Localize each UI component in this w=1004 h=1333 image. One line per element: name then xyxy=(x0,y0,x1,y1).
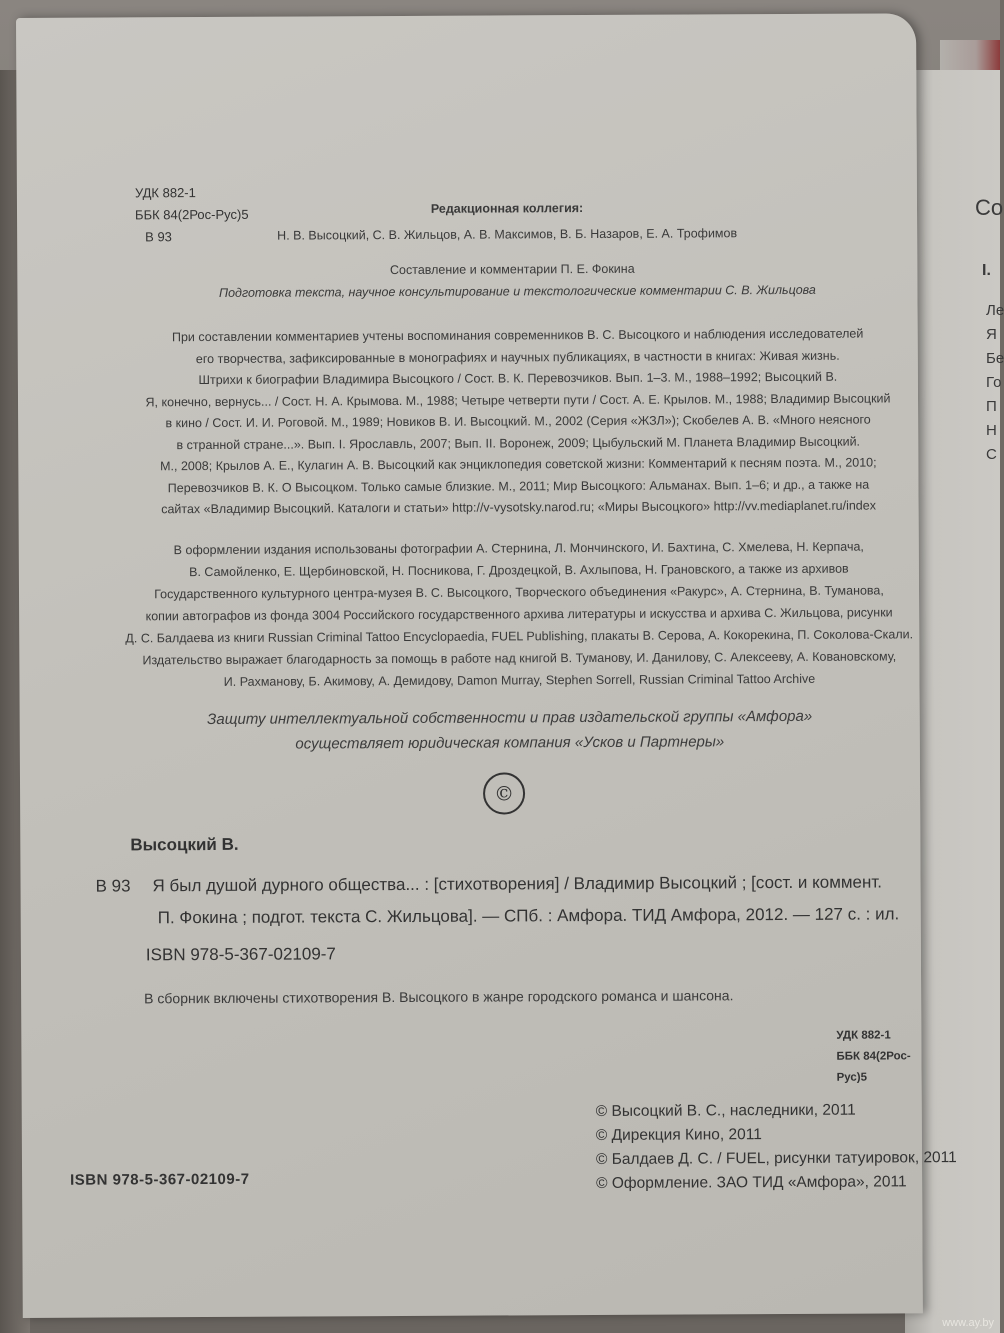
next-page-line: Го xyxy=(986,374,1002,391)
author-name: Высоцкий В. xyxy=(130,834,239,855)
copyright-line: © Оформление. ЗАО ТИД «Амфора», 2011 xyxy=(596,1173,907,1192)
watermark: www.ay.by xyxy=(942,1317,994,1329)
sources-line: М., 2008; Крылов А. Е., Кулагин А. В. Высоцкий как энциклопедия советской жизни: Комментарий к песням поэта. М., 2010; xyxy=(160,455,877,474)
next-page-line: П xyxy=(986,398,997,415)
compilation-credit: Составление и комментарии П. Е. Фокина xyxy=(389,261,635,278)
preparation-credit: Подготовка текста, научное консультирование и текстологические комментарии С. В. Жильцова xyxy=(218,282,816,300)
legal-notice-line: осуществляет юридическая компания «Усков и Партнеры» xyxy=(295,733,725,753)
copyright-logo-icon: © xyxy=(483,772,525,814)
sources-line: в странной стране...». Вып. I. Ярославль, 2007; Вып. II. Воронеж, 2009; Цыбульский М. Планета Владимир Высоцкий. xyxy=(176,434,861,452)
record-line: Я был душой дурного общества... : [стихотворения] / Владимир Высоцкий ; [сост. и коммент. xyxy=(152,872,883,896)
sources-paragraph xyxy=(128,323,909,521)
book-page xyxy=(16,13,957,1318)
sources-line: Я, конечно, вернусь... / Сост. Н. А. Крымова. М., 1988; Четыре четверти пути / Сост. А. Е. Крылов. М., 1988; Владимир Высоцкий xyxy=(145,390,891,409)
isbn-footer: ISBN 978-5-367-02109-7 xyxy=(70,1170,250,1189)
photos-line: Государственного культурного центра-музея В. С. Высоцкого, Творческого объединения «Ракурс», А. Стернина, В. Туманова, xyxy=(154,583,884,602)
classification-codes xyxy=(135,182,249,249)
sources-line: Штрихи к биографии Владимира Высоцкого / Сост. В. К. Перевозчиков. Вып. 1–3. М., 1988–1992; Высоцкий В. xyxy=(198,369,838,388)
sources-line: в кино / Сост. И. И. Роговой. М., 1989; Новиков В. И. Высоцкий. М., 2002 (Серия «ЖЗЛ»); Скобелев А. В. «Много неясного xyxy=(165,412,871,431)
bbk-code: ББК 84(2Рос-Рус)5 xyxy=(134,206,249,223)
next-page-line: Ле xyxy=(986,302,1004,319)
next-page-line: Бе xyxy=(986,350,1004,367)
legal-notice-line: Защиту интеллектуальной собственности и прав издательской группы «Амфора» xyxy=(207,707,813,729)
photos-line: В. Самойленко, Е. Щербиновской, Н. Посникова, Г. Дроздецкой, В. Ахлыпова, Н. Грановского, а также из архивов xyxy=(189,561,849,580)
sources-line: сайтах «Владимир Высоцкий. Каталоги и статьи» http://v-vysotsky.narod.ru; «Миры Высоцкого» http://vv.mediaplanet.ru/index xyxy=(161,498,876,517)
board-heading: Редакционная коллегия: xyxy=(430,201,584,216)
next-page-line: С xyxy=(986,446,997,463)
sources-line: Перевозчиков В. К. О Высоцком. Только самые близкие. М., 2011; Мир Высоцкого: Альманах. Вып. 1–6; и др., а также на xyxy=(167,477,870,495)
photos-line: И. Рахманову, Б. Акимову, А. Демидову, Damon Murray, Stephen Sorrell, Russian Criminal Tattoo Archive xyxy=(223,671,816,689)
annotation: В сборник включены стихотворения В. Высоцкого в жанре городского романса и шансона. xyxy=(144,987,734,1007)
copyright-line: © Дирекция Кино, 2011 xyxy=(595,1126,762,1144)
classification-codes-bottom xyxy=(836,1025,921,1088)
next-page-heading: Со xyxy=(975,195,1004,220)
isbn-record: ISBN 978-5-367-02109-7 xyxy=(145,944,336,965)
record-line: П. Фокина ; подгот. текста С. Жильцова]. — СПб. : Амфора. ТИД Амфора, 2012. — 127 с. : ил. xyxy=(157,904,900,928)
next-page-line: Я xyxy=(986,326,997,343)
photos-line: В оформлении издания использованы фотографии А. Стернина, Л. Мончинского, И. Бахтина, С. Хмелева, Н. Керпача, xyxy=(173,539,864,558)
copyright-list xyxy=(596,1098,957,1196)
photos-line: Д. С. Балдаева из книги Russian Criminal Tattoo Encyclopaedia, FUEL Publishing, плакаты В. Серова, А. Кокорекина, П. Соколова-Скали. xyxy=(125,627,914,646)
bbk-code: ББК 84(2Рос-Рус)5 xyxy=(836,1050,911,1084)
udk-code: УДК 882-1 xyxy=(134,185,196,201)
copyright-line: © Высоцкий В. С., наследники, 2011 xyxy=(595,1101,856,1120)
record-index: В 93 xyxy=(95,876,131,896)
bibliographic-record xyxy=(95,866,899,934)
author-index: В 93 xyxy=(145,229,172,245)
legal-notice xyxy=(160,704,860,758)
next-page-section: I. xyxy=(982,262,991,279)
next-page-line: Н xyxy=(986,422,997,439)
udk-code: УДК 882-1 xyxy=(836,1029,891,1042)
copyright-line: © Балдаев Д. С. / FUEL, рисунки татуировок, 2011 xyxy=(595,1149,957,1168)
photos-paragraph xyxy=(119,535,920,693)
board-members: Н. В. Высоцкий, С. В. Жильцов, А. В. Максимов, В. Б. Назаров, Е. А. Трофимов xyxy=(277,226,738,243)
photos-line: копии автографов из фонда 3004 Российского государственного архива литературы и искусства и архива С. Жильцова, рисунки xyxy=(145,605,893,624)
sources-line: его творчества, зафиксированные в монографиях и научных публикациях, в частности в книгах: Живая жизнь. xyxy=(195,348,840,366)
photos-line: Издательство выражает благодарность за помощь в работе над книгой В. Туманову, И. Данилову, С. Алексееву, А. Ковановскому, xyxy=(142,649,897,668)
sources-line: При составлении комментариев учтены воспоминания современников В. С. Высоцкого и наблюдения исследователей xyxy=(171,326,864,345)
